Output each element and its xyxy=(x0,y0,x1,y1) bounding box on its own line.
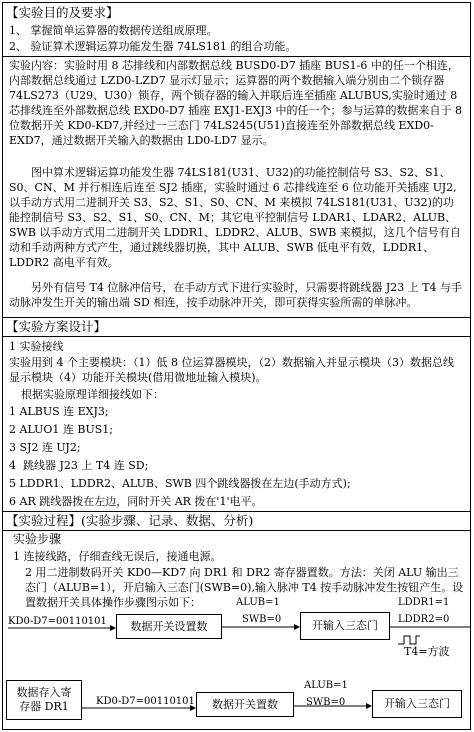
wiring-step-4: 4 跳线器 J23 上 T4 连 SD; xyxy=(9,459,149,472)
alub-label-2: ALUB=1 xyxy=(304,680,348,691)
open-input-gate-box: 开输入三态门 xyxy=(300,612,390,640)
section-title-design: 【实验方案设计】 xyxy=(6,319,107,334)
set-data-switch-box: 数据开关设置数 xyxy=(116,614,222,639)
design-line-3: 根据实验原理详细接线如下： xyxy=(21,388,164,401)
content-paragraph-1: 实验内容：实验时用 8 芯排线和内部数据总线 BUSD0-D7 插座 BUS1-6 中的任一个相连，内部数据总线通过 LZD0-LZD7 显示灯显示；运算器的两个数据输入端分别由二个锁存器 74LS273（U29、U30）锁存，两个锁存器的输入并联后连至插座 ALUBUS,实验时通过 8 芯排线连至外部数据总线 EXD0-D7 插座 EXJ1-EXJ3 中的任一个；参与运算的数据来自于 8 位数据开关 KD0-KD7,并经过一三态门 74LS245(U51)直接连至外部数据总线 EXD0-EXD7，通过数据开关输入的数据由 LD0-LD7 显示。 xyxy=(9,59,466,147)
store-dr1-line-2: 存器 DR1 xyxy=(19,700,69,713)
objective-line-2: 2、 验证算术逻辑运算功能发生器 74LS181 的组合功能。 xyxy=(9,40,297,53)
wiring-step-3: 3 SJ2 连 UJ2; xyxy=(9,441,81,454)
design-line-1: 1 实验接线 xyxy=(9,340,64,353)
data-switch-set-box: 数据开关置数 xyxy=(196,692,294,717)
t4-pulse-label: T4=方波 xyxy=(404,645,450,658)
steps-heading: 实验步骤 xyxy=(13,532,62,546)
content-paragraph-2: 图中算术逻辑运算功能发生器 74LS181(U31、U32)的功能控制信号 S3、S2、S1、S0、CN、M 并行相连后连至 SJ2 插座，实验时通过 6 芯排线连至 6 位功能开关插座 UJ2,以手动方式用二进制开关 S3、S2、S1、S0、CN、M 来模拟 74LS181(U31、U32)的功能控制信号 S3、S2、S1、S0、CN、M；其它电平控制信号 LDAR1、LDAR2、ALUB、SWB 以手动方式用二进制开关 LDDR1、LDDR2、ALUB、SWB 来模拟，这几个信号有自动和手动两种方式产生，通过跳线器切换，其中 ALUB、SWB 低电平有效，LDDR1、LDDR2 高电平有效。 xyxy=(9,166,461,269)
lddr1-label: LDDR1=1 xyxy=(398,597,450,608)
wiring-step-2: 2 ALUO1 连 BUS1; xyxy=(9,423,114,436)
section-title-objectives: 【实验目的及要求】 xyxy=(6,5,119,20)
pulse-wave-icon xyxy=(398,636,420,644)
lddr2-label: LDDR2=0 xyxy=(398,614,450,625)
content-paragraph-3: 另外有信号 T4 位脉冲信号，在手动方式下进行实验时，只需要将跳线器 J23 上 T4 与手动脉冲发生开关的输出端 SD 相连，按手动脉冲开关，即可获得实验所需的单脉冲。 xyxy=(9,281,463,309)
step-2: 2 用二进制数码开关 KD0—KD7 向 DR1 和 DR2 寄存器置数。方法：关闭 ALU 输出三态门（ALUB=1），开启输入三态门(SWB=0),输入脉冲 T4 按手动脉冲发生按钮产生。设置数据开关具体操作步骤图示如下： xyxy=(25,566,464,609)
wiring-step-5: 5 LDDR1、LDDR2、ALUB、SWB 四个跳线器拨在左边(手动方式); xyxy=(9,477,351,490)
input-label: KD0-D7=00110101 xyxy=(8,616,107,627)
design-line-2: 实验用到 4 个主要模块：（1）低 8 位运算器模块，（2）数据输入并显示模块（3）数据总线显示模块（4）功能开关模块(借用微地址输入模块)。 xyxy=(9,356,454,384)
wiring-step-1: 1 ALBUS 连 EXJ3; xyxy=(9,405,109,418)
alub-label: ALUB=1 xyxy=(236,597,280,608)
step-1: 1 连接线路，仔细查线无误后，接通电源。 xyxy=(13,550,222,563)
input-label-2: KD0-D7=00110101 xyxy=(96,696,195,707)
swb-label-2: SWB=0 xyxy=(306,697,346,708)
objective-line-1: 1、 掌握简单运算器的数据传送组成原理。 xyxy=(9,24,218,37)
open-input-gate-box-2: 开输入三态门 xyxy=(372,690,462,718)
store-dr1-line-1: 数据存入寄 xyxy=(16,686,72,699)
wiring-step-6: 6 AR 跳线器拨在左边，同时开关 AR 拨在'1'电平。 xyxy=(9,495,263,508)
swb-label: SWB=0 xyxy=(242,614,282,625)
section-title-process: 【实验过程】(实验步骤、记录、数据、分析) xyxy=(6,513,254,528)
